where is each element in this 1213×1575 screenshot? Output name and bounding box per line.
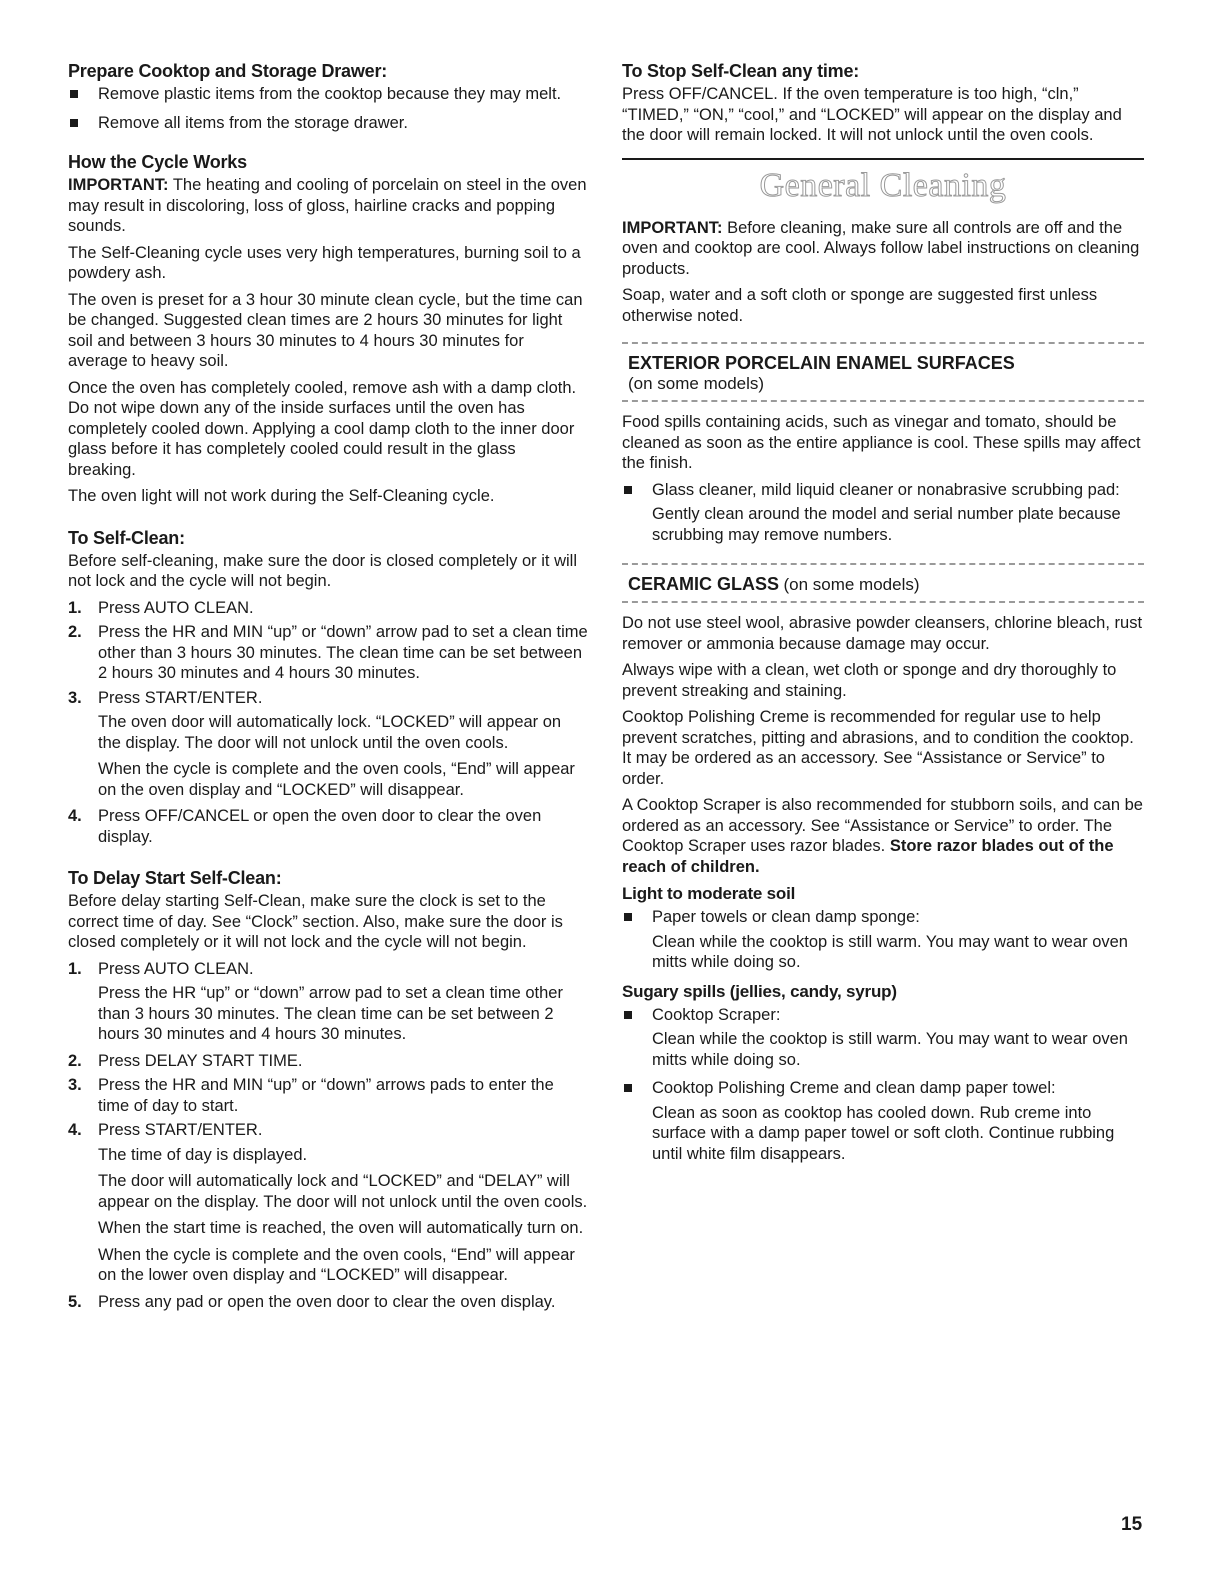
section-divider bbox=[622, 158, 1144, 160]
list-item: Cooktop Polishing Creme and clean damp paper towel: Clean as soon as cooktop has cooled down. Rub creme into surface with a damp paper towel or soft cloth. Continue rubbing until white film disappears. bbox=[622, 1078, 1144, 1164]
exterior-models: (on some models) bbox=[628, 374, 765, 393]
prepare-list bbox=[68, 84, 588, 133]
step-item: 3. Press the HR and MIN “up” or “down” arrows pads to enter the time of day to start. bbox=[68, 1076, 554, 1115]
step-note: When the cycle is complete and the oven cools, “End” will appear on the lower oven display and “LOCKED” will disappear. bbox=[98, 1245, 575, 1284]
ceramic-models: (on some models) bbox=[783, 575, 920, 594]
stop-heading: To Stop Self-Clean any time: bbox=[622, 61, 860, 81]
how-important: IMPORTANT: The heating and cooling of porcelain on steel in the oven may result in discoloring, loss of gloss, hairline cracks and popping sounds. bbox=[68, 176, 587, 235]
square-bullet-icon bbox=[624, 486, 632, 494]
general-soap: Soap, water and a soft cloth or sponge are suggested first unless otherwise noted. bbox=[622, 286, 1098, 325]
step-item: 2. Press the HR and MIN “up” or “down” arrow pad to set a clean time other than 3 hours 30 minutes. The clean time can be set between 2 hours 30 minutes and 4 hours 30 minutes. bbox=[68, 623, 588, 682]
step-item: 2. Press DELAY START TIME. bbox=[68, 1051, 303, 1070]
square-bullet-icon bbox=[624, 1084, 632, 1092]
exterior-text: Food spills containing acids, such as vinegar and tomato, should be cleaned as soon as the entire appliance is cool. These spills may affect the finish. bbox=[622, 413, 1141, 472]
list-item: Remove plastic items from the cooktop because they may melt. bbox=[68, 84, 588, 105]
how-paragraph: The oven is preset for a 3 hour 30 minute clean cycle, but the time can be changed. Suggested clean times are 2 hours 30 minutes for light soil and between 3 hours 30 minutes to 4 hours 30 minutes for average to heavy soil. bbox=[68, 290, 583, 370]
sugary-list bbox=[622, 1005, 1144, 1165]
how-heading: How the Cycle Works bbox=[68, 152, 247, 172]
exterior-title: EXTERIOR PORCELAIN ENAMEL SURFACES bbox=[628, 353, 1015, 373]
list-item: Paper towels or clean damp sponge: Clean while the cooktop is still warm. You may want to wear oven mitts while doing so. bbox=[622, 907, 1144, 973]
self-clean-heading: To Self-Clean: bbox=[68, 527, 185, 548]
bullet-note: Gently clean around the model and serial number plate because scrubbing may remove numbers. bbox=[652, 505, 1121, 544]
how-paragraph: The Self-Cleaning cycle uses very high temperatures, burning soil to a powdery ash. bbox=[68, 243, 581, 282]
step-note: When the start time is reached, the oven will automatically turn on. bbox=[98, 1219, 584, 1237]
light-soil-heading: Light to moderate soil bbox=[622, 884, 796, 903]
square-bullet-icon bbox=[70, 90, 78, 98]
step-item: 1. Press AUTO CLEAN. Press the HR “up” or “down” arrow pad to set a clean time other than 3 hours 30 minutes. The clean time can be set between 2 hours 30 minutes and 4 hours 30 minutes. bbox=[68, 959, 588, 1045]
step-note: The door will automatically lock and “LOCKED” and “DELAY” will appear on the display. The door will not unlock until the oven cools. bbox=[98, 1172, 588, 1211]
sugary-heading: Sugary spills (jellies, candy, syrup) bbox=[622, 981, 897, 1001]
list-item: Glass cleaner, mild liquid cleaner or nonabrasive scrubbing pad: Gently clean around the model and serial number plate because scrubbing may remove numbers. bbox=[622, 480, 1144, 546]
light-soil-list bbox=[622, 907, 1144, 973]
ceramic-paragraph: A Cooktop Scraper is also recommended for stubborn soils, and can be ordered as an accessory. See “Assistance or Service” to order. The Cooktop Scraper uses razor blades. Store razor blades out of the reach of children. bbox=[622, 796, 1143, 876]
delay-heading: To Delay Start Self-Clean: bbox=[68, 868, 282, 888]
self-clean-intro: Before self-cleaning, make sure the door is closed completely or it will not lock and the cycle will not begin. bbox=[68, 551, 577, 590]
list-item: Remove all items from the storage drawer. bbox=[68, 113, 588, 134]
step-note: The time of day is displayed. bbox=[98, 1145, 308, 1164]
general-important: IMPORTANT: Before cleaning, make sure all controls are off and the oven and cooktop are cool. Always follow label instructions on cleaning products. bbox=[622, 218, 1140, 278]
bullet-note: Clean while the cooktop is still warm. You may want to wear oven mitts while doing so. bbox=[652, 1030, 1128, 1069]
delay-intro: Before delay starting Self-Clean, make sure the clock is set to the correct time of day. See “Clock” section. Also, make sure the door is closed completely or it will not lock and the cycle will not begin. bbox=[68, 892, 563, 951]
step-note: The oven door will automatically lock. “LOCKED” will appear on the display. The door will not unlock until the oven cools. bbox=[98, 713, 562, 752]
step-note: Press the HR “up” or “down” arrow pad to set a clean time other than 3 hours 30 minutes. The clean time can be set between 2 hours 30 minutes and 4 hours 30 minutes. bbox=[98, 984, 563, 1043]
exterior-header bbox=[622, 344, 1144, 400]
square-bullet-icon bbox=[624, 913, 632, 921]
step-item: 4. Press OFF/CANCEL or open the oven door to clear the oven display. bbox=[68, 807, 542, 846]
page-number: 15 bbox=[1121, 1514, 1143, 1535]
delay-steps bbox=[68, 959, 588, 1313]
ceramic-paragraph: Cooktop Polishing Creme is recommended for regular use to help prevent scratches, pitting and abrasions, and to condition the cooktop. It may be ordered as an accessory. See “Assistance or Service” to order. bbox=[622, 708, 1134, 788]
exterior-list bbox=[622, 480, 1144, 546]
step-item: 4. Press START/ENTER. The time of day is displayed. The door will automatically lock and “LOCKED” and “DELAY” will appear on the display. The door will not unlock until the oven cools. When the start time is reached, the oven will automatically turn on. When the cycle is complete and the oven cools, “End” will appear on the lower oven display and “LOCKED” will disappear. bbox=[68, 1121, 588, 1284]
list-item: Cooktop Scraper: Clean while the cooktop is still warm. You may want to wear oven mitts while doing so. bbox=[622, 1005, 1144, 1071]
left-column bbox=[68, 60, 588, 1318]
step-item: 3. Press START/ENTER. The oven door will automatically lock. “LOCKED” will appear on the display. The door will not unlock until the oven cools. When the cycle is complete and the oven cools, “End” will appear on the oven display and “LOCKED” will disappear. bbox=[68, 688, 588, 801]
prepare-heading: Prepare Cooktop and Storage Drawer: bbox=[68, 61, 388, 81]
ceramic-header bbox=[622, 565, 1144, 601]
ceramic-paragraph: Always wipe with a clean, wet cloth or sponge and dry thoroughly to prevent streaking and staining. bbox=[622, 661, 1117, 700]
ceramic-paragraph: Do not use steel wool, abrasive powder cleansers, chlorine bleach, rust remover or ammonia because damage may occur. bbox=[622, 614, 1143, 653]
stop-text: Press OFF/CANCEL. If the oven temperature is too high, “cln,” “TIMED,” “ON,” “cool,” and “LOCKED” will appear on the display and the door will remain locked. It will not unlock until the oven cools. bbox=[622, 85, 1122, 144]
right-column bbox=[622, 60, 1144, 1172]
how-paragraph: The oven light will not work during the Self-Cleaning cycle. bbox=[68, 487, 495, 505]
step-note: When the cycle is complete and the oven cools, “End” will appear on the oven display and “LOCKED” will disappear. bbox=[98, 760, 575, 799]
bullet-note: Clean while the cooktop is still warm. You may want to wear oven mitts while doing so. bbox=[652, 932, 1128, 971]
step-item: 5. Press any pad or open the oven door to clear the oven display. bbox=[68, 1292, 556, 1311]
bullet-note: Clean as soon as cooktop has cooled down. Rub creme into surface with a damp paper towel or soft cloth. Continue rubbing until white film disappears. bbox=[652, 1103, 1115, 1163]
general-cleaning-title: General Cleaning bbox=[759, 166, 1007, 204]
ceramic-title: CERAMIC GLASS bbox=[628, 574, 780, 594]
how-paragraph: Once the oven has completely cooled, remove ash with a damp cloth. Do not wipe down any of the inside surfaces until the oven has completely cooled down. Applying a cool damp cloth to the inner door glass before it has completely cooled could result in the glass breaking. bbox=[68, 378, 577, 479]
self-clean-steps bbox=[68, 598, 588, 848]
square-bullet-icon bbox=[624, 1011, 632, 1019]
square-bullet-icon bbox=[70, 119, 78, 127]
step-item: 1. Press AUTO CLEAN. bbox=[68, 598, 254, 617]
